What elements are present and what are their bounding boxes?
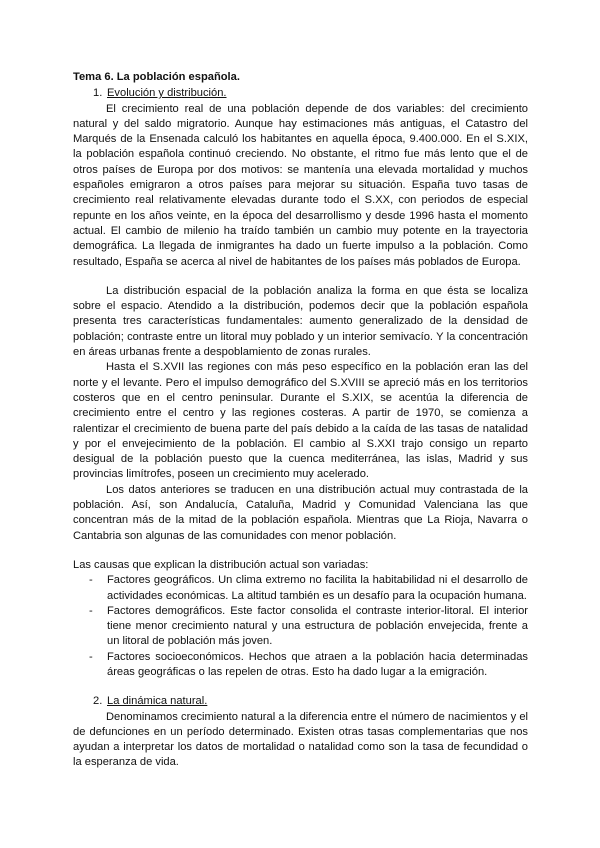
section-heading-2 [73,694,528,709]
cause-text: Factores socioeconómicos. Hechos que atraen a la población hacia determinadas áreas geográficas o las repelen de otras. Esto ha dado lugar a la emigración. [107,650,528,678]
cause-text: Factores geográficos. Un clima extremo no facilita la habitabilidad ni el desarrollo de actividades económicas. La altitud también es un desafío para la ocupación humana. [107,574,528,602]
cause-item-demographic [73,604,528,650]
bullet-dash: - [89,650,93,663]
cause-item-socioeconomic [73,650,528,681]
paragraph-gap [73,270,528,284]
cause-item-geographic [73,573,528,604]
causes-list [73,573,528,680]
causes-intro: Las causas que explican la distribución actual son variadas: [73,558,369,571]
paragraph-natural-growth: Denominamos crecimiento natural a la diferencia entre el número de nacimientos y el de defunciones en un período determinado. Existen otras tasas complementarias que nos ayudan a interpretar los datos de mortalidad o natalidad como son la tasa de fecundidad o la esperanza de vida. [73,710,528,769]
bullet-dash: - [89,574,93,587]
document-title: Tema 6. La población española. [73,71,240,83]
section-number-1: 1. [93,87,103,100]
document-page [73,70,528,771]
paragraph-evolution: El crecimiento real de una población depende de dos variables: del crecimiento natural y del saldo migratorio. Aunque hay estimaciones más antiguas, el Catastro del Marqués de la Ensenada calculó los habitantes en aquella época, 9.400.000. En el S.XIX, la población española continuó creciendo. No obstante, el ritmo fue más lento que el de otros países de Europa por dos motivos: se mantenía una elevada mortalidad y muchos españoles emigraron a otros países para mejorar su situación. España tuvo tasas de crecimiento real relativamente elevadas durante todo el S.XX, con periodos de especial repunte en los años veinte, en la época del desarrollismo y desde 1996 hasta el momento actual. El cambio de milenio ha traído también un cambio muy potente en la trayectoria demográfica. La llegada de inmigrantes ha dado un fuerte impulso a la población. Como resultado, España se acerca al nivel de habitantes de los países más poblados de Europa. [73,102,528,268]
paragraph-distribution: La distribución espacial de la población analiza la forma en que ésta se localiza sobre el espacio. Atendido a la distribución, podemos decir que la población española presenta tres características fundamentales: aumento generalizado de la densidad de población; contraste entre un litoral muy poblado y un interior semivacío. Y la concentración en áreas urbanas frente a despoblamiento de zonas rurales. [73,284,528,359]
section-title-2: La dinámica natural. [107,695,208,708]
paragraph-history: Hasta el S.XVII las regiones con más peso específico en la población eran las del norte y el levante. Pero el impulso demográfico del S.XVIII se apreció más en los territorios costeros que en el centro peninsular. Durante el S.XIX, se acentúa la diferencia de crecimiento entre el centro y las regiones costeras. A partir de 1970, se comienza a ralentizar el crecimiento de buena parte del país debido a la caída de las tasas de natalidad y por el envejecimiento de la población. El cambio al S.XXI trajo consigo un reparto desigual de la población puesto que la cuenca mediterránea, las islas, Madrid y sus provincias limítrofes, poseen un crecimiento muy acelerado. [73,361,528,481]
section-number-2: 2. [93,695,103,708]
paragraph-current-data: Los datos anteriores se traducen en una distribución actual muy contrastada de la población. Así, son Andalucía, Cataluña, Madrid y Comunidad Valenciana las que concentran más de la mitad de la población española. Mientras que La Rioja, Navarra o Cantabria son algunas de las comunidades con menor población. [73,483,528,542]
section-title-1: Evolución y distribución. [107,87,227,100]
paragraph-gap [73,680,528,694]
bullet-dash: - [89,604,93,617]
cause-text: Factores demográficos. Este factor consolida el contraste interior-litoral. El interior tiene menor crecimiento natural y una estructura de población envejecida, frente a un litoral de población más joven. [107,604,528,648]
paragraph-gap [73,544,528,558]
section-heading-1 [73,86,528,101]
